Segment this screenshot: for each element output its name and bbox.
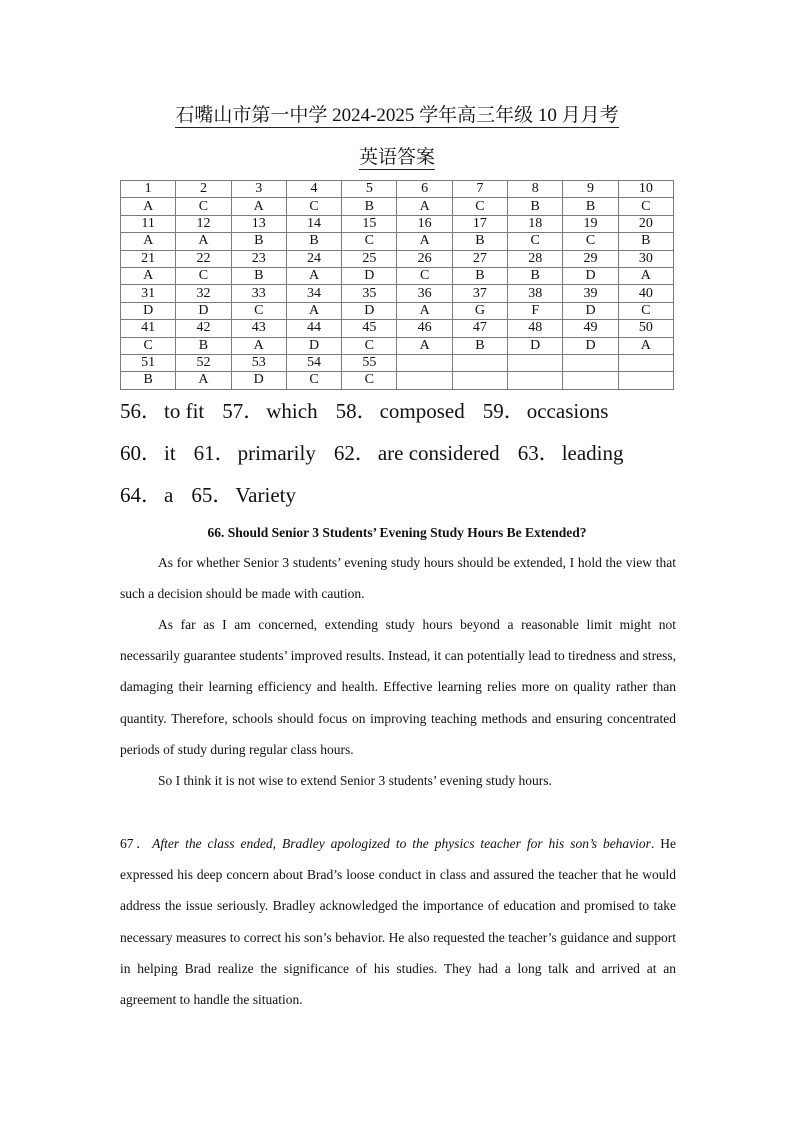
answer-cell: C xyxy=(286,198,341,215)
answer-cell: A xyxy=(286,267,341,284)
answer-cell: B xyxy=(342,198,397,215)
fill-in-item xyxy=(336,399,465,423)
answer-cell: C xyxy=(176,198,231,215)
fill-in-answer: occasions xyxy=(526,399,609,423)
answer-cell: B xyxy=(121,372,176,389)
essay-67-number: 67． xyxy=(120,836,153,851)
question-number-cell: 5 xyxy=(342,181,397,198)
question-number-cell xyxy=(563,354,618,371)
answer-cell: B xyxy=(618,233,673,250)
question-number-row xyxy=(121,181,674,198)
question-number-cell: 9 xyxy=(563,181,618,198)
question-number-cell: 26 xyxy=(397,250,452,267)
answer-cell: B xyxy=(508,198,563,215)
answer-cell: C xyxy=(452,198,507,215)
answer-cell: B xyxy=(176,337,231,354)
question-number-cell: 29 xyxy=(563,250,618,267)
question-number-cell: 32 xyxy=(176,285,231,302)
answer-cell: C xyxy=(508,233,563,250)
essay-67-paragraph xyxy=(120,828,676,1015)
answer-cell: D xyxy=(563,337,618,354)
question-number-cell: 53 xyxy=(231,354,286,371)
answer-cell: B xyxy=(452,337,507,354)
question-number-cell: 45 xyxy=(342,320,397,337)
fill-in-item xyxy=(222,399,317,423)
question-number-cell: 2 xyxy=(176,181,231,198)
question-number-cell: 28 xyxy=(508,250,563,267)
question-number-cell: 1 xyxy=(121,181,176,198)
question-number-cell: 6 xyxy=(397,181,452,198)
fill-in-line xyxy=(120,398,626,424)
question-number-cell: 35 xyxy=(342,285,397,302)
question-number-cell: 27 xyxy=(452,250,507,267)
question-number-cell xyxy=(397,354,452,371)
question-number-cell xyxy=(618,354,673,371)
answer-row xyxy=(121,198,674,215)
answer-cell: C xyxy=(342,233,397,250)
question-number-row xyxy=(121,250,674,267)
answer-cell xyxy=(397,372,452,389)
answer-cell: C xyxy=(397,267,452,284)
fill-in-number: 56． xyxy=(120,399,162,423)
question-number-cell: 8 xyxy=(508,181,563,198)
question-number-cell: 43 xyxy=(231,320,286,337)
question-number-cell: 47 xyxy=(452,320,507,337)
answer-cell: A xyxy=(176,233,231,250)
answer-cell: D xyxy=(508,337,563,354)
fill-in-number: 61． xyxy=(193,441,236,465)
document-title xyxy=(0,104,794,128)
answer-cell: C xyxy=(618,198,673,215)
question-number-cell: 40 xyxy=(618,285,673,302)
essay-67-lead-sentence: After the class ended, Bradley apologized to the physics teacher for his son’s behavior xyxy=(152,836,651,851)
question-number-cell: 30 xyxy=(618,250,673,267)
answer-cell xyxy=(563,372,618,389)
answer-cell: D xyxy=(176,302,231,319)
fill-in-number: 62． xyxy=(333,441,376,465)
answer-row xyxy=(121,233,674,250)
question-number-cell: 18 xyxy=(508,215,563,232)
answer-cell: C xyxy=(618,302,673,319)
answer-cell: G xyxy=(452,302,507,319)
answer-cell: B xyxy=(508,267,563,284)
question-number-cell xyxy=(452,354,507,371)
fill-in-line xyxy=(120,482,314,508)
question-number-cell: 17 xyxy=(452,215,507,232)
answer-cell: A xyxy=(397,302,452,319)
fill-in-answer: Variety xyxy=(235,483,296,507)
answer-cell: A xyxy=(397,233,452,250)
answer-row xyxy=(121,372,674,389)
question-number-cell: 49 xyxy=(563,320,618,337)
fill-in-number: 57． xyxy=(222,399,265,423)
answer-cell: D xyxy=(342,302,397,319)
answer-cell xyxy=(508,372,563,389)
question-number-cell: 24 xyxy=(286,250,341,267)
answer-cell: C xyxy=(342,372,397,389)
document-subtitle-text: 英语答案 xyxy=(358,147,435,168)
question-number-row xyxy=(121,354,674,371)
question-number-cell: 13 xyxy=(231,215,286,232)
question-number-cell: 42 xyxy=(176,320,231,337)
question-number-cell: 41 xyxy=(121,320,176,337)
question-number-row xyxy=(121,320,674,337)
fill-in-number: 64． xyxy=(120,483,162,507)
question-number-cell: 21 xyxy=(121,250,176,267)
question-number-cell: 19 xyxy=(563,215,618,232)
question-number-cell: 33 xyxy=(231,285,286,302)
question-number-cell: 23 xyxy=(231,250,286,267)
question-number-cell xyxy=(508,354,563,371)
question-number-cell: 54 xyxy=(286,354,341,371)
answer-cell: A xyxy=(618,337,673,354)
fill-in-item xyxy=(483,399,609,423)
document-subtitle xyxy=(0,146,794,170)
fill-in-item xyxy=(120,441,176,465)
fill-in-answer: are considered xyxy=(377,441,500,465)
question-number-row xyxy=(121,215,674,232)
answer-cell: B xyxy=(452,233,507,250)
fill-in-answer: it xyxy=(164,441,176,465)
answer-cell: D xyxy=(121,302,176,319)
answer-cell xyxy=(618,372,673,389)
document-title-text: 石嘴山市第一中学 2024-2025 学年高三年级 10 月月考 xyxy=(175,105,619,126)
answer-cell: B xyxy=(452,267,507,284)
question-number-cell: 38 xyxy=(508,285,563,302)
question-number-cell: 39 xyxy=(563,285,618,302)
question-number-cell: 36 xyxy=(397,285,452,302)
fill-in-number: 65． xyxy=(191,483,234,507)
essay-66-title: 66. Should Senior 3 Students’ Evening Study Hours Be Extended? xyxy=(207,525,587,540)
answer-cell: D xyxy=(563,302,618,319)
question-number-cell: 11 xyxy=(121,215,176,232)
answer-cell: A xyxy=(231,198,286,215)
question-number-cell: 31 xyxy=(121,285,176,302)
fill-in-item xyxy=(194,441,316,465)
fill-in-answer: to fit xyxy=(164,399,205,423)
answer-cell: D xyxy=(286,337,341,354)
essay-66-paragraph-2: As far as I am concerned, extending study hours beyond a reasonable limit might not necessarily guarantee students’ improved results. Instead, it can potentially lead to tiredness and stress, damaging their learning efficiency and health. Effective learning relies more on quality rather than quantity. Therefore, schools should focus on improving teaching methods and ensuring concentrated periods of study during regular class hours. xyxy=(120,617,676,757)
answer-cell: C xyxy=(121,337,176,354)
question-number-cell: 14 xyxy=(286,215,341,232)
answer-cell: C xyxy=(342,337,397,354)
fill-in-item xyxy=(518,441,624,465)
answer-cell: A xyxy=(618,267,673,284)
essay-67-body: . He expressed his deep concern about Brad’s loose conduct in class and assured the teacher that he would address the issue seriously. Bradley acknowledged the importance of education and promised to take necessary measures to correct his son’s behavior. He also requested the teacher’s guidance and support in helping Brad realize the significance of his studies. They had a long talk and arrived at an agreement to handle the situation. xyxy=(120,836,676,1008)
fill-in-item xyxy=(334,441,500,465)
question-number-cell: 51 xyxy=(121,354,176,371)
answer-cell: C xyxy=(231,302,286,319)
question-number-cell: 52 xyxy=(176,354,231,371)
fill-in-answer: a xyxy=(164,483,174,507)
fill-in-item xyxy=(120,399,204,423)
fill-in-item xyxy=(191,483,296,507)
answer-row xyxy=(121,267,674,284)
question-number-cell: 15 xyxy=(342,215,397,232)
answer-cell: A xyxy=(397,337,452,354)
answer-cell: B xyxy=(231,233,286,250)
answer-key-table xyxy=(120,180,674,390)
answer-cell: A xyxy=(121,198,176,215)
question-number-cell: 4 xyxy=(286,181,341,198)
answer-cell: C xyxy=(176,267,231,284)
question-number-cell: 46 xyxy=(397,320,452,337)
answer-cell: D xyxy=(563,267,618,284)
answer-cell: D xyxy=(342,267,397,284)
answer-cell: C xyxy=(286,372,341,389)
answer-row xyxy=(121,337,674,354)
question-number-cell: 48 xyxy=(508,320,563,337)
fill-in-answer: primarily xyxy=(237,441,316,465)
fill-in-number: 58． xyxy=(335,399,378,423)
answer-cell: B xyxy=(286,233,341,250)
fill-in-item xyxy=(120,483,173,507)
question-number-cell: 20 xyxy=(618,215,673,232)
essay-66-paragraph-1: As for whether Senior 3 students’ evening study hours should be extended, I hold the view that such a decision should be made with caution. xyxy=(120,555,676,602)
question-number-cell: 37 xyxy=(452,285,507,302)
question-number-cell: 10 xyxy=(618,181,673,198)
question-number-cell: 25 xyxy=(342,250,397,267)
answer-cell: A xyxy=(286,302,341,319)
answer-cell: B xyxy=(231,267,286,284)
answer-cell: A xyxy=(121,267,176,284)
fill-in-answer: which xyxy=(266,399,318,423)
answer-cell: D xyxy=(231,372,286,389)
answer-cell: F xyxy=(508,302,563,319)
question-number-cell: 44 xyxy=(286,320,341,337)
fill-in-answer: leading xyxy=(561,441,624,465)
answer-cell: A xyxy=(176,372,231,389)
answer-cell: A xyxy=(121,233,176,250)
question-number-cell: 16 xyxy=(397,215,452,232)
answer-cell: B xyxy=(563,198,618,215)
question-number-cell: 50 xyxy=(618,320,673,337)
fill-in-answer: composed xyxy=(379,399,465,423)
answer-cell: A xyxy=(397,198,452,215)
fill-in-number: 63． xyxy=(517,441,560,465)
answer-cell: C xyxy=(563,233,618,250)
question-number-cell: 3 xyxy=(231,181,286,198)
answer-row xyxy=(121,302,674,319)
question-number-cell: 34 xyxy=(286,285,341,302)
question-number-cell: 7 xyxy=(452,181,507,198)
question-number-cell: 22 xyxy=(176,250,231,267)
fill-in-number: 60． xyxy=(120,441,162,465)
question-number-cell: 55 xyxy=(342,354,397,371)
fill-in-line xyxy=(120,440,642,466)
answer-cell: A xyxy=(231,337,286,354)
question-number-cell: 12 xyxy=(176,215,231,232)
fill-in-number: 59． xyxy=(482,399,525,423)
answer-cell xyxy=(452,372,507,389)
essay-66-paragraph-3: So I think it is not wise to extend Senior 3 students’ evening study hours. xyxy=(158,773,552,788)
question-number-row xyxy=(121,285,674,302)
